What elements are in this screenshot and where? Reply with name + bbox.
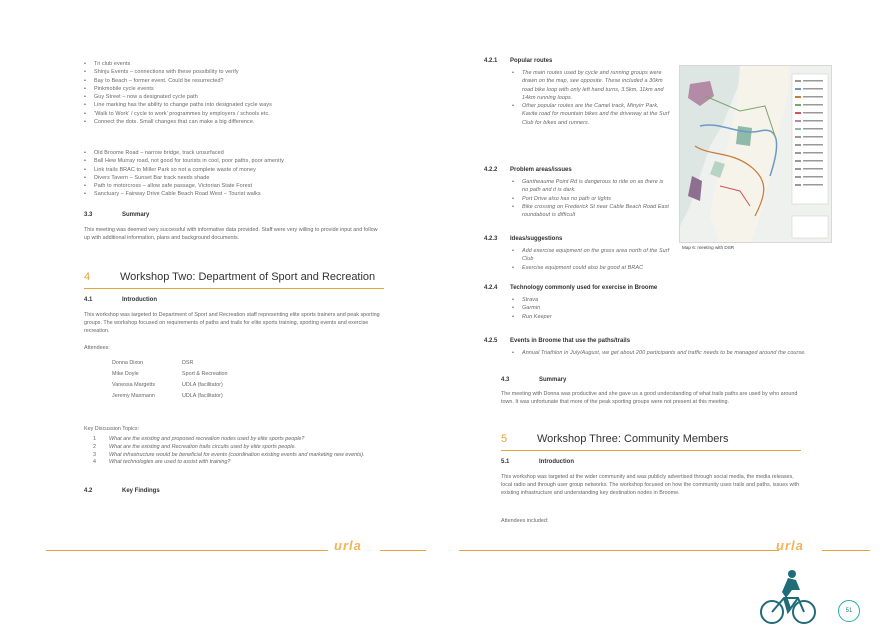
list-item: • Divers Tavern – Sunset Bar track needs shade [82, 174, 382, 182]
footer-rule [822, 550, 870, 551]
footer-rule [380, 550, 426, 551]
bullet-list-technology [510, 296, 680, 321]
section-title: Events in Broome that use the paths/trails [510, 338, 631, 344]
section-number: 5.1 [501, 459, 510, 465]
workshop-three-heading [501, 433, 729, 445]
workshop-title: Workshop Two: Department of Sport and Recreation [120, 271, 376, 283]
section-title: Summary [122, 212, 150, 218]
summary-text: The meeting with Donna was productive and she gave us a good understanding of what trails paths are used by who around town. It was unfortunate that more of the peak sporting groups were not present at this meeting. [501, 391, 798, 406]
section-heading-4-2-3 [484, 236, 562, 242]
list-item: • Port Drive also has no path or lights [510, 195, 670, 203]
section-heading-4-2-2 [484, 167, 572, 173]
attendee-name: Mike Doyle [112, 371, 139, 377]
bullet-list-events [510, 349, 810, 357]
topics-label: Key Discussion Topics: [84, 426, 140, 432]
list-item: • Exercise equipment could also be good at BRAC [510, 264, 680, 272]
item-number: 2 [93, 443, 96, 450]
attendee-row [112, 371, 228, 382]
attendees-included-label: Attendees included: [501, 518, 549, 524]
attendee-org: UDLA (facilitator) [182, 382, 223, 388]
section-title: Technology commonly used for exercise in Broome [510, 285, 658, 291]
list-item: • Strava [510, 296, 680, 304]
attendee-name: Jeremy Maxmann [112, 393, 155, 399]
section-heading-4-3 [501, 377, 566, 383]
introduction-text: This workshop was targeted at the wider community and was publicly advertised through social media, the media releases, local radio and through user group networks. The workshop focused on how the community uses trails and paths, issues with existing infrastructure and understanding key destination nodes in Broome. [501, 474, 800, 497]
list-item: • Garmin [510, 304, 680, 312]
bullet-list-problems [510, 178, 670, 219]
section-number: 4.2.3 [484, 236, 498, 242]
section-heading-4-2-5 [484, 338, 630, 344]
workshop-number: 5 [501, 433, 508, 445]
introduction-text: This workshop was targeted to Department of Sport and Recreation staff representing elite sports trainers and peak sporting groups. The workshop focused on requirements of paths and trails for elite sports training, sporting events and exercise recreation. [84, 312, 380, 335]
section-title: Summary [539, 377, 567, 383]
list-item [93, 436, 393, 444]
list-item: • Bike crossing on Frederick St near Cable Beach Road East roundabout is difficult [510, 203, 670, 220]
section-title: Key Findings [122, 488, 160, 494]
attendee-org: DSR [182, 360, 194, 366]
urla-logo: urla [776, 538, 804, 553]
topics-list [93, 436, 393, 467]
list-item [93, 459, 393, 467]
attendee-org: UDLA (facilitator) [182, 393, 223, 399]
page-number-badge: 51 [838, 600, 860, 622]
list-item: • Run Keeper [510, 313, 680, 321]
list-item: • The main routes used by cycle and running groups were drawn on the map, see opposite. These included a 30km road bike loop with only left hand turns, 3.5km, 11km and 14km running loops. [510, 69, 670, 102]
list-item: • Gantheaume Point Rd is dangerous to ride on as there is no path and it is dark. [510, 178, 670, 195]
item-text: What infrastructure would be beneficial for events (coordination existing events and marketing new events). [109, 451, 365, 458]
bullet-list-ideas [510, 247, 680, 272]
workshop-title: Workshop Three: Community Members [537, 433, 729, 445]
list-item: • Tri club events [82, 60, 382, 68]
section-number: 4.2 [84, 488, 93, 494]
section-heading-4-2-4 [484, 285, 657, 291]
attendees-list [112, 360, 228, 404]
bullet-list-routes [510, 69, 670, 127]
list-item: • Ball Hew Murray road, not good for tourists in cool, poor paths, poor amenity [82, 157, 382, 165]
section-number: 4.3 [501, 377, 510, 383]
list-item: • Guy Street – now a designated cycle path [82, 93, 382, 101]
section-number: 3.3 [84, 212, 93, 218]
item-number: 3 [93, 451, 96, 458]
section-heading-5-1 [501, 459, 574, 465]
workshop-two-heading [84, 271, 375, 283]
section-number: 4.1 [84, 297, 93, 303]
section-heading-3-3 [84, 212, 149, 218]
section-title: Problem areas/issues [510, 167, 572, 173]
list-item: • Other popular routes are the Camel track, Minyirr Park, Kavite road for mountain bikes and the driveway at the Surf Club for bikes and runners. [510, 102, 670, 127]
list-item: • ‘Walk to Work’ / cycle to work’ programmes by employers / schools etc. [82, 110, 382, 118]
section-title: Popular routes [510, 58, 553, 64]
attendee-org: Sport & Recreation [182, 371, 228, 377]
attendees-label: Attendees: [84, 345, 110, 351]
item-text: What are the existing and proposed recreation nodes used by elite sports people? [109, 436, 305, 442]
map-graphic [680, 66, 832, 243]
item-number: 4 [93, 459, 96, 466]
list-item [93, 444, 393, 452]
list-item: • Old Broome Road – narrow bridge, track unsurfaced [82, 149, 382, 157]
attendee-row [112, 360, 228, 371]
divider [501, 450, 801, 451]
route-map-image [679, 65, 832, 243]
section-title: Introduction [539, 459, 574, 465]
section-heading-4-1 [84, 297, 157, 303]
section-number: 4.2.2 [484, 167, 498, 173]
section-number: 4.2.4 [484, 285, 498, 291]
section-heading-4-2 [84, 488, 160, 494]
left-page [0, 0, 447, 633]
cyclist-icon [758, 568, 818, 626]
attendee-row [112, 382, 228, 393]
list-item: • Connect the dots. Small changes that can make a big difference. [82, 118, 382, 126]
section-title: Introduction [122, 297, 157, 303]
bullet-list-events [82, 60, 382, 126]
section-heading-4-2-1 [484, 58, 552, 64]
list-item: • Annual Triathlon in July/August, we get about 200 participants and traffic needs to be managed around the course. [510, 349, 810, 357]
list-item: • Bay to Beach – former event. Could be resurrected? [82, 77, 382, 85]
list-item: • Shinju Events – connections with these possibility to verify [82, 68, 382, 76]
bullet-list-issues [82, 149, 382, 199]
attendee-name: Vanessa Margetts [112, 382, 156, 388]
item-number: 1 [93, 436, 96, 442]
footer-rule [459, 550, 779, 551]
section-title: Ideas/suggestions [510, 236, 563, 242]
item-text: What technologies are used to assist with training? [109, 459, 231, 466]
item-text: What are the existing and Recreation trails circuits used by elite sports people. [109, 443, 296, 450]
list-item: • Add exercise equipment on the grass area north of the Surf Club [510, 247, 680, 264]
attendee-row [112, 393, 228, 404]
list-item: • Sanctuary – Fairway Drive Cable Beach Road West – Tourist walks [82, 190, 382, 198]
workshop-number: 4 [84, 271, 91, 283]
list-item: • Path to motorcross – allow safe passage, Victorian State Forest [82, 182, 382, 190]
summary-text: This meeting was deemed very successful with informative data provided. Staff were very willing to provide input and follow up with additional information, plans and background documents. [84, 227, 378, 242]
list-item [93, 452, 393, 460]
map-caption: Map 6: meeting with DSR [682, 245, 735, 250]
list-item: • Pinkmobile cycle events [82, 85, 382, 93]
urla-logo: urla [334, 538, 362, 553]
attendee-name: Donna Dixon [112, 360, 144, 366]
list-item: • Link trails BRAC to Miller Park so not a complete waste of money [82, 166, 382, 174]
divider [84, 288, 384, 289]
list-item: • Line marking has the ability to change paths into designated cycle ways [82, 101, 382, 109]
footer-rule [46, 550, 328, 551]
section-number: 4.2.1 [484, 58, 498, 64]
section-number: 4.2.5 [484, 338, 498, 344]
